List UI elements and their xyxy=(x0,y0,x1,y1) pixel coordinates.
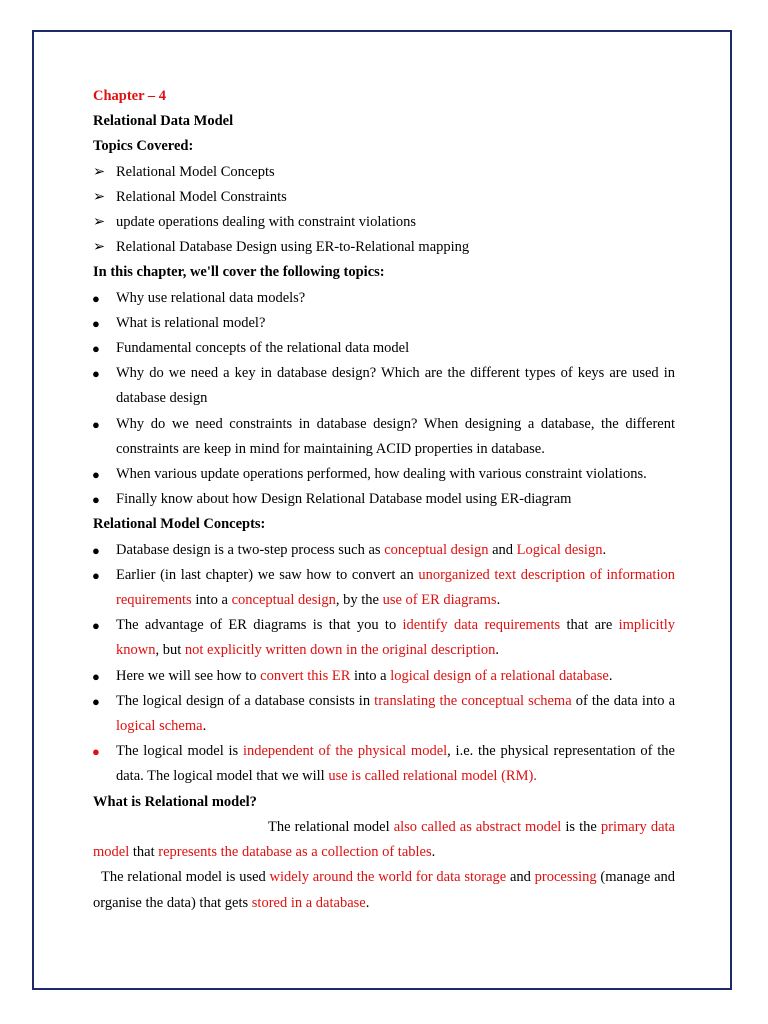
bullet-icon: ● xyxy=(92,315,100,331)
bullet-icon: ● xyxy=(92,366,100,382)
list-item: ● The logical model is independent of the physical model, i.e. the physical representation of the data. The logical model that we will use is called relational model (RM). xyxy=(93,739,675,789)
bullet-icon: ● xyxy=(92,416,100,432)
what-heading: What is Relational model? xyxy=(93,793,257,810)
arrow-bullet-icon: ➢ xyxy=(93,239,106,256)
list-item: ● The logical design of a database consists in translating the conceptual schema of the data into a logical schema. xyxy=(93,689,675,739)
topic-item: ➢ Relational Database Design using ER-to-Relational mapping xyxy=(93,235,675,260)
bullet-icon: ● xyxy=(92,290,100,306)
bullet-icon: ● xyxy=(92,567,100,583)
concepts-list xyxy=(93,538,675,790)
arrow-bullet-icon: ➢ xyxy=(93,163,106,180)
bullet-icon: ● xyxy=(92,668,100,684)
list-item: ● Database design is a two-step process such as conceptual design and Logical design. xyxy=(93,538,675,563)
list-item: ● When various update operations performed, how dealing with various constraint violations. xyxy=(93,462,675,487)
bullet-icon: ● xyxy=(92,693,100,709)
bullet-icon: ● xyxy=(92,467,100,483)
list-item: ● Fundamental concepts of the relational data model xyxy=(93,336,675,361)
list-item: ● Why do we need a key in database design? Which are the different types of keys are used in database design xyxy=(93,361,675,411)
chapter-label: Chapter – 4 xyxy=(93,88,167,104)
cover-list xyxy=(93,286,675,513)
list-item: ● Earlier (in last chapter) we saw how to convert an unorganized text description of information requirements into a conceptual design, by the use of ER diagrams. xyxy=(93,563,675,613)
concepts-heading: Relational Model Concepts: xyxy=(93,516,266,533)
topic-item: ➢ update operations dealing with constraint violations xyxy=(93,210,675,235)
list-item: ● Why do we need constraints in database design? When designing a database, the different constraints are keep in mind for maintaining ACID properties in database. xyxy=(93,412,675,462)
list-item: ● What is relational model? xyxy=(93,311,675,336)
bullet-icon: ● xyxy=(92,492,100,508)
topic-item: ➢ Relational Model Constraints xyxy=(93,185,675,210)
bullet-icon: ● xyxy=(92,618,100,634)
document-body xyxy=(93,84,675,916)
chapter-title: Relational Data Model xyxy=(93,113,234,130)
topic-item: ➢ Relational Model Concepts xyxy=(93,160,675,185)
cover-heading: In this chapter, we'll cover the following topics: xyxy=(93,264,385,281)
list-item: ● Why use relational data models? xyxy=(93,286,675,311)
bullet-icon: ● xyxy=(92,744,100,760)
what-paragraph-1: The relational model also called as abstract model is the primary data model that represents the database as a collection of tables. xyxy=(93,818,675,861)
what-paragraph-2: The relational model is used widely around the world for data storage and processing (manage and organise the data) that gets stored in a database. xyxy=(93,869,675,911)
list-item: ● The advantage of ER diagrams is that you to identify data requirements that are implicitly known, but not explicitly written down in the original description. xyxy=(93,613,675,663)
arrow-bullet-icon: ➢ xyxy=(93,214,106,231)
list-item: ● Here we will see how to convert this ER into a logical design of a relational database. xyxy=(93,664,675,689)
arrow-bullet-icon: ➢ xyxy=(93,188,106,205)
list-item: ● Finally know about how Design Relational Database model using ER-diagram xyxy=(93,487,675,512)
topics-heading: Topics Covered: xyxy=(93,138,194,155)
bullet-icon: ● xyxy=(92,341,100,357)
bullet-icon: ● xyxy=(92,542,100,558)
topics-list xyxy=(93,160,675,261)
